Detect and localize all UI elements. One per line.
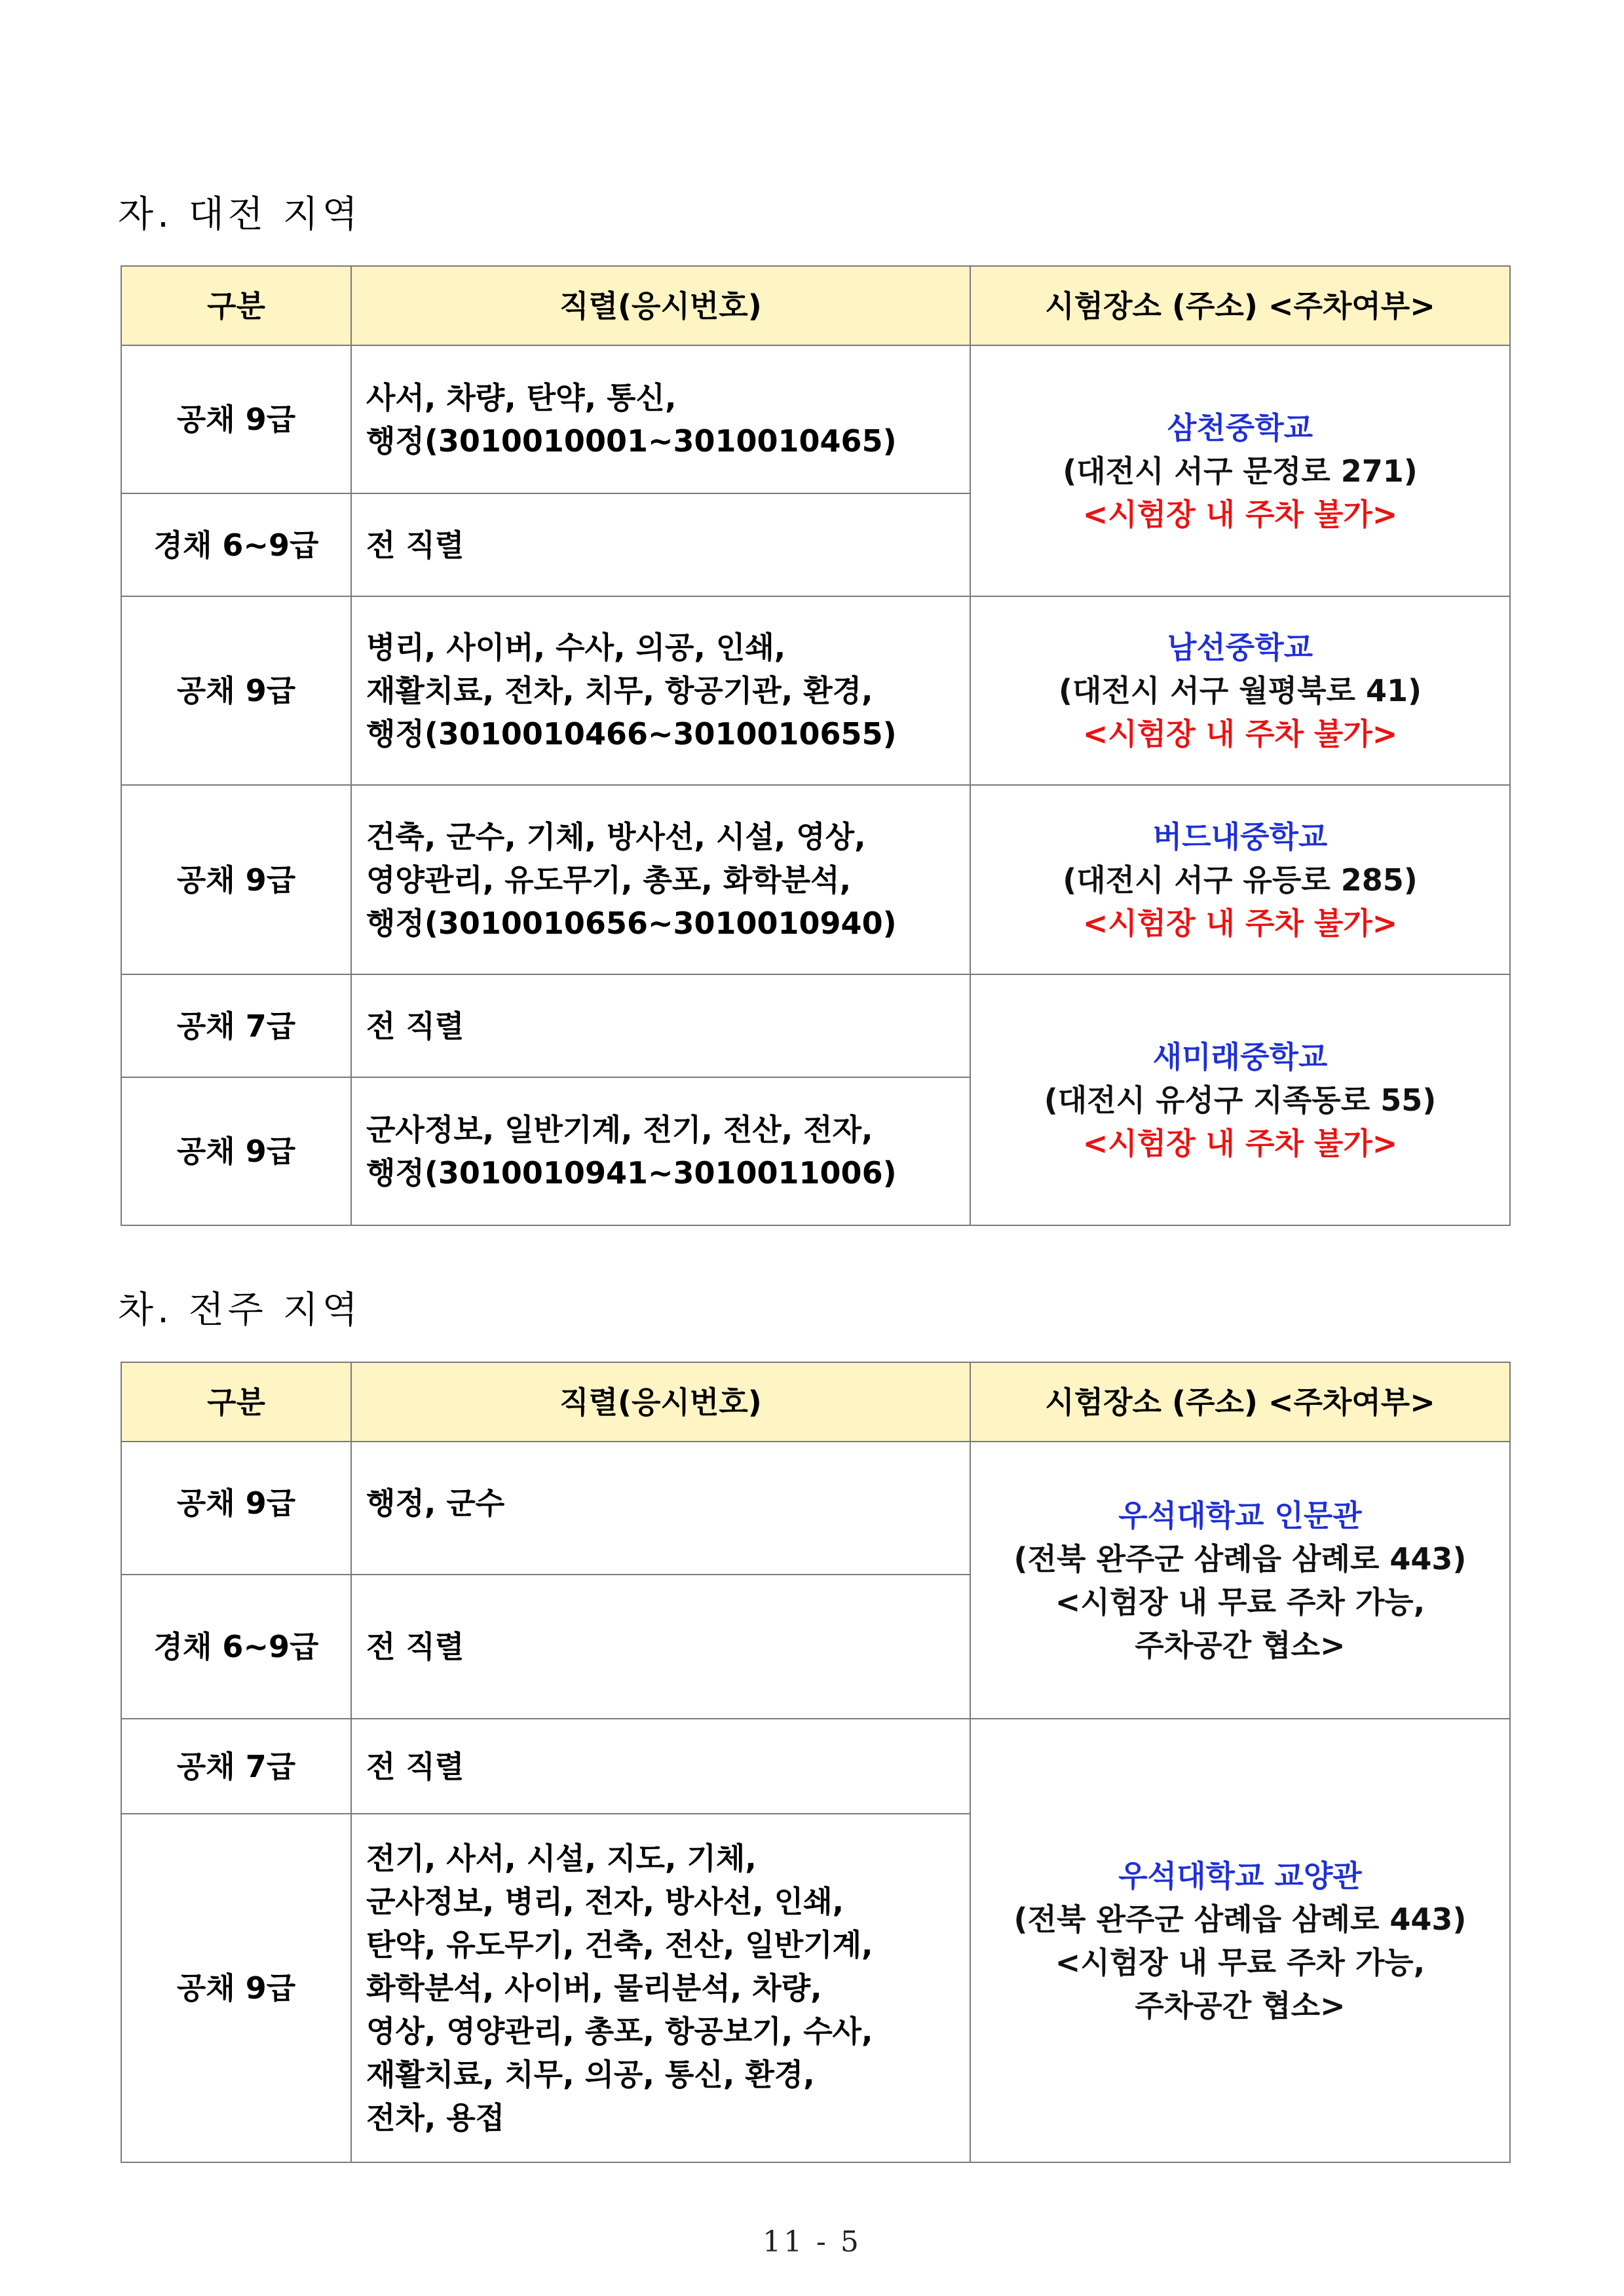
daejeon-exam-table [121, 265, 1511, 1226]
job-cell: 전 직렬 [351, 1719, 970, 1814]
grade-cell: 공채 9급 [121, 1442, 351, 1575]
table-row [121, 1442, 1510, 1575]
table-header-row [121, 1362, 1510, 1442]
venue-name: 새미래중학교 [1152, 1039, 1328, 1075]
grade-cell: 경채 6~9급 [121, 493, 351, 596]
venue-cell [970, 345, 1510, 596]
job-cell: 병리, 사이버, 수사, 의공, 인쇄, 재활치료, 전차, 치무, 항공기관, 환경, 행정(3010010466~3010010655) [351, 596, 970, 785]
venue-parking: <시험장 내 주차 불가> [1082, 905, 1398, 941]
jeonju-exam-table [121, 1362, 1511, 2163]
header-job: 직렬(응시번호) [351, 266, 970, 345]
venue-cell [970, 785, 1510, 974]
venue-name: 버드내중학교 [1152, 818, 1328, 854]
job-cell: 전 직렬 [351, 974, 970, 1077]
job-cell: 전기, 사서, 시설, 지도, 기체, 군사정보, 병리, 전자, 방사선, 인쇄, 탄약, 유도무기, 건축, 전산, 일반기계, 화학분석, 사이버, 물리분석, 차량, 영상, 영양관리, 총포, 항공보기, 수사, 재활치료, 치무, 의공, 통신, 환경, 전차, 용접 [351, 1814, 970, 2162]
venue-address: (대전시 서구 월평북로 41) [1058, 673, 1422, 708]
section-title-jeonju: 차. 전주 지역 [118, 1289, 362, 1331]
header-gubun: 구분 [121, 266, 351, 345]
section-title-daejeon: 자. 대전 지역 [118, 193, 362, 236]
venue-cell [970, 974, 1510, 1225]
grade-cell: 공채 9급 [121, 1077, 351, 1225]
table-row [121, 1719, 1510, 1814]
venue-name: 우석대학교 인문관 [1118, 1497, 1362, 1533]
venue-address: (대전시 서구 문정로 271) [1063, 453, 1418, 489]
table-row [121, 974, 1510, 1077]
header-gubun: 구분 [121, 1362, 351, 1442]
job-cell: 전 직렬 [351, 1575, 970, 1719]
table-row [121, 785, 1510, 974]
job-cell: 전 직렬 [351, 493, 970, 596]
venue-parking: <시험장 내 무료 주차 가능, 주차공간 협소> [1055, 1584, 1426, 1663]
venue-address: (대전시 유성구 지족동로 55) [1044, 1082, 1437, 1118]
grade-cell: 공채 9급 [121, 1814, 351, 2162]
venue-address: (전북 완주군 삼례읍 삼례로 443) [1013, 1540, 1467, 1577]
grade-cell: 경채 6~9급 [121, 1575, 351, 1719]
venue-parking: <시험장 내 주차 불가> [1082, 716, 1398, 752]
job-cell: 행정, 군수 [351, 1442, 970, 1575]
venue-cell [970, 1442, 1510, 1719]
header-job: 직렬(응시번호) [351, 1362, 970, 1442]
venue-parking: <시험장 내 무료 주차 가능, 주차공간 협소> [1055, 1944, 1426, 2023]
grade-cell: 공채 9급 [121, 345, 351, 493]
venue-name: 우석대학교 교양관 [1118, 1858, 1362, 1894]
venue-name: 삼천중학교 [1167, 410, 1313, 446]
venue-address: (대전시 서구 유등로 285) [1063, 862, 1418, 898]
job-cell: 건축, 군수, 기체, 방사선, 시설, 영상, 영양관리, 유도무기, 총포, 화학분석, 행정(3010010656~3010010940) [351, 785, 970, 974]
grade-cell: 공채 7급 [121, 974, 351, 1077]
page-number: 11 - 5 [763, 2225, 861, 2259]
venue-name: 남선중학교 [1167, 630, 1313, 665]
table-header-row [121, 266, 1510, 345]
grade-cell: 공채 7급 [121, 1719, 351, 1814]
venue-cell [970, 596, 1510, 785]
job-cell: 군사정보, 일반기계, 전기, 전산, 전자, 행정(3010010941~3010011006) [351, 1077, 970, 1225]
table-row [121, 596, 1510, 785]
table-row [121, 345, 1510, 493]
header-venue: 시험장소 (주소) <주차여부> [970, 266, 1510, 345]
grade-cell: 공채 9급 [121, 785, 351, 974]
header-venue: 시험장소 (주소) <주차여부> [970, 1362, 1510, 1442]
venue-cell [970, 1719, 1510, 2162]
venue-address: (전북 완주군 삼례읍 삼례로 443) [1013, 1901, 1467, 1937]
venue-parking: <시험장 내 주차 불가> [1082, 1125, 1398, 1161]
grade-cell: 공채 9급 [121, 596, 351, 785]
job-cell: 사서, 차량, 탄약, 통신, 행정(3010010001~3010010465) [351, 345, 970, 493]
venue-parking: <시험장 내 주차 불가> [1082, 496, 1398, 532]
